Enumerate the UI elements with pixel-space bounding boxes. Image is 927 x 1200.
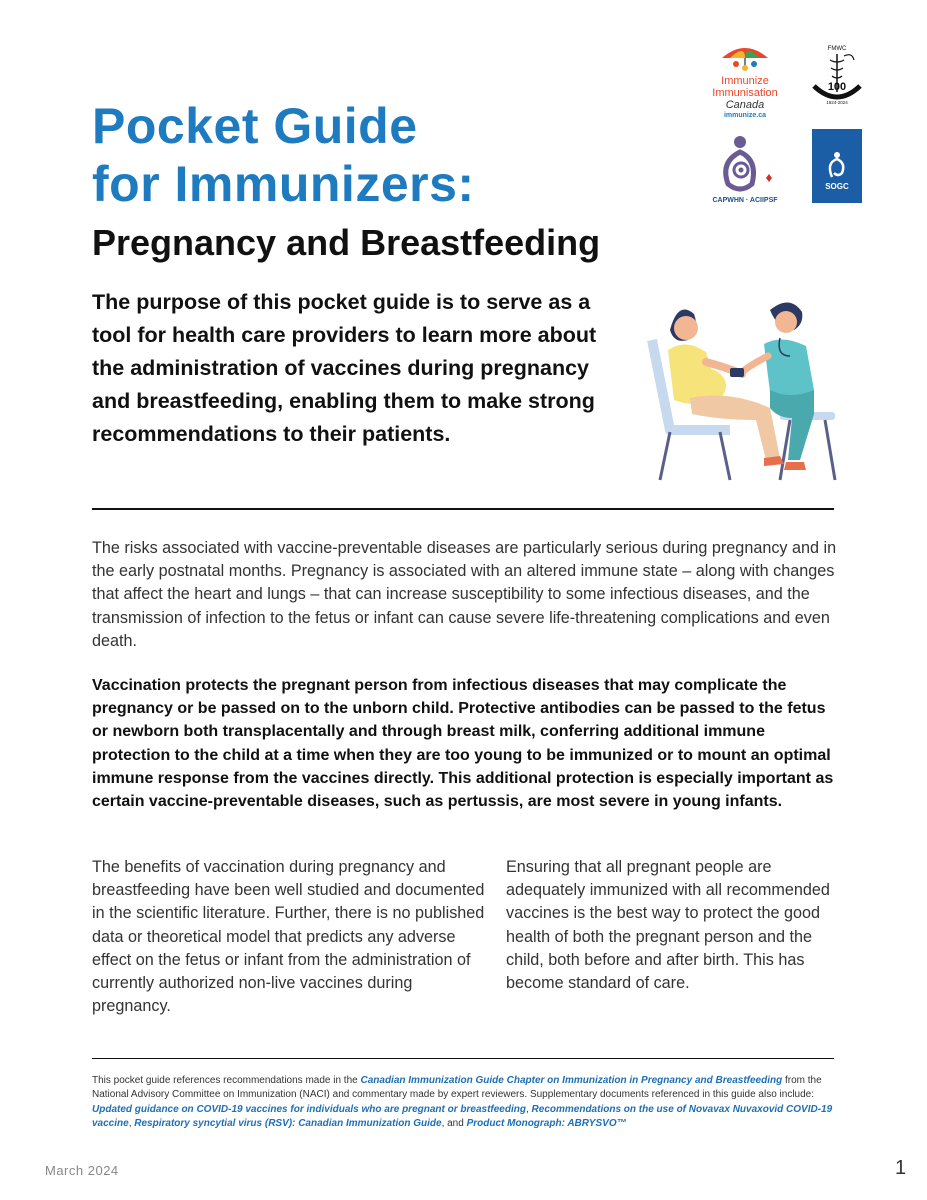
sogc-logo xyxy=(812,129,862,203)
immunize-line1: Immunize xyxy=(721,75,769,87)
section-divider-top xyxy=(92,508,834,510)
section-divider-bottom xyxy=(92,1058,834,1059)
body-paragraph-risks: The risks associated with vaccine-preventable diseases are particularly serious during pregnancy and in the early postnatal months. Pregnancy is associated with an altered immune state – along with changes that affect the heart and lungs – that can increase susceptibility to some infectious diseases, and the transmission of infection to the fetus or infant can cause severe life-threatening complications and even death. xyxy=(92,539,837,650)
page-number: 1 xyxy=(895,1157,907,1179)
refs-text-5: , and xyxy=(441,1117,467,1129)
link-abrysvo-monograph[interactable]: Product Monograph: ABRYSVO™ xyxy=(466,1117,627,1129)
capwhn-logo xyxy=(700,132,790,207)
intro-statement: The purpose of this pocket guide is to serve as a tool for health care providers to learn more about the administration of vaccines during pregnancy and breastfeeding, enabling them to make strong recommendations to their patients. xyxy=(92,290,597,446)
references-note xyxy=(92,1074,837,1131)
immunize-line3: Canada xyxy=(725,99,765,111)
svg-text:100: 100 xyxy=(827,81,847,93)
refs-text-2: from the National Advisory Committee on Immunization (NACI) and commentary made by expert reviewers. Supplementary documents referenced in this guide also include: xyxy=(92,1075,822,1101)
page-title-line1: Pocket Guide xyxy=(92,98,418,154)
sogc-label: SOGC xyxy=(825,182,849,191)
refs-text-1: This pocket guide references recommendations made in the xyxy=(92,1075,361,1086)
body-column-right: Ensuring that all pregnant people are adequately immunized with all recommended vaccines is the best way to protect the good health of both the pregnant person and the child, both before and after birth. This has become standard of care. xyxy=(506,858,830,993)
page-subtitle: Pregnancy and Breastfeeding xyxy=(92,222,601,263)
page-title-line2: for Immunizers: xyxy=(92,156,475,212)
refs-text-3: , xyxy=(525,1103,532,1115)
link-rsv-cig[interactable]: Respiratory syncytial virus (RSV): Canadian Immunization Guide xyxy=(134,1117,442,1129)
immunize-url: immunize.ca xyxy=(723,112,767,119)
body-paragraph-vaccination: Vaccination protects the pregnant person from infectious diseases that may complicate the pregnancy or be passed on to the unborn child. Protective antibodies can be passed to the fetus or newborn both transplacentally and through breast milk, conferring additional immune protection to the child at a time when they are too young to be immunized or to mount an optimal immune response from the vaccines directly. This additional protection is especially important as certain vaccine-preventable diseases, such as pertussis, are most severe in young infants. xyxy=(92,677,834,811)
fmwc-years: 1924-2024 xyxy=(826,100,848,105)
nurse-patient-illustration xyxy=(630,290,840,490)
capwhn-label: CAPWHN · ACIIPSF xyxy=(712,197,778,204)
link-cig-pregnancy-chapter[interactable]: Canadian Immunization Guide Chapter on Immunization in Pregnancy and Breastfeeding xyxy=(360,1075,783,1086)
link-covid19-pregnancy-guidance[interactable]: Updated guidance on COVID-19 vaccines for individuals who are pregnant or breastfeeding xyxy=(92,1103,526,1115)
immunize-line2: Immunisation xyxy=(712,87,778,99)
fmwc-logo xyxy=(808,42,866,112)
link-novavax-recommendations[interactable]: Recommendations on the use of Novavax Nuvaxovid COVID-19 vaccine xyxy=(92,1103,833,1129)
immunize-canada-logo xyxy=(700,44,790,124)
body-column-left: The benefits of vaccination during pregnancy and breastfeeding have been well studied and documented in the scientific literature. Further, there is no published data or theoretical model that predicts any adverse effect on the fetus or infant from the administration of currently authorized non-live vaccines during pregnancy. xyxy=(92,858,485,1016)
footer-date: March 2024 xyxy=(45,1163,119,1178)
fmwc-label: FMWC xyxy=(827,46,847,52)
refs-text-4: , xyxy=(128,1117,135,1129)
